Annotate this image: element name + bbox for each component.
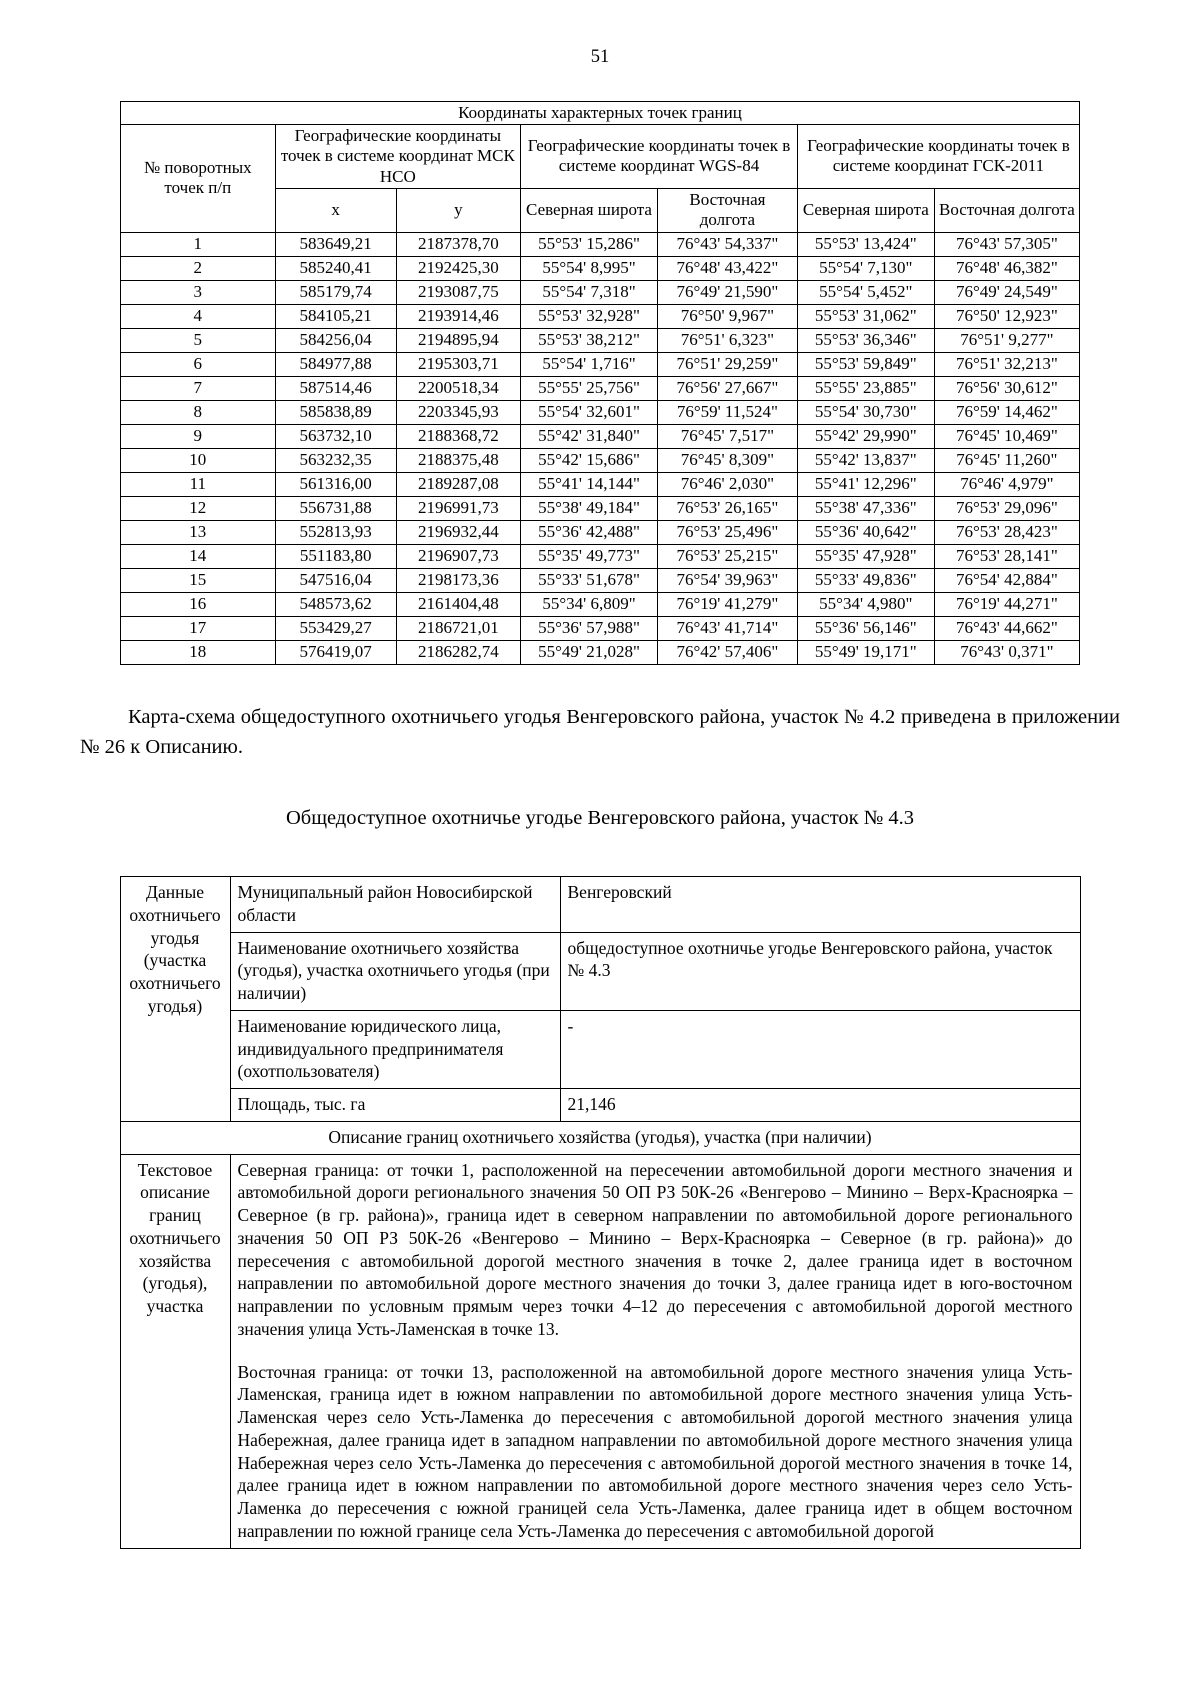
- hunting-ground-info-table: [120, 876, 1081, 1549]
- cell-msk-y: 2189287,08: [396, 472, 520, 496]
- cell-msk-x: 585179,74: [275, 280, 396, 304]
- cell-msk-y: 2188368,72: [396, 424, 520, 448]
- cell-msk-x: 584977,88: [275, 352, 396, 376]
- table-row: [120, 877, 1080, 933]
- cell-gsk-longitude: 76°45' 11,260": [934, 448, 1079, 472]
- coordinates-table-head: [121, 101, 1080, 232]
- cell-point-number: 14: [121, 544, 276, 568]
- table-row: [121, 544, 1080, 568]
- cell-msk-y: 2186721,01: [396, 616, 520, 640]
- description-section-header: Описание границ охотничьего хозяйства (угодья), участка (при наличии): [120, 1121, 1080, 1154]
- cell-msk-y: 2193087,75: [396, 280, 520, 304]
- cell-point-number: 13: [121, 520, 276, 544]
- cell-wgs-longitude: 76°59' 11,524": [657, 400, 797, 424]
- cell-gsk-latitude: 55°42' 13,837": [797, 448, 934, 472]
- cell-msk-y: 2196991,73: [396, 496, 520, 520]
- cell-wgs-longitude: 76°53' 25,215": [657, 544, 797, 568]
- cell-wgs-longitude: 76°50' 9,967": [657, 304, 797, 328]
- cell-msk-y: 2187378,70: [396, 232, 520, 256]
- cell-point-number: 2: [121, 256, 276, 280]
- cell-wgs-latitude: 55°54' 1,716": [521, 352, 658, 376]
- cell-gsk-longitude: 76°43' 44,662": [934, 616, 1079, 640]
- field-value-legal-entity: -: [560, 1010, 1080, 1088]
- column-group-msk: Географические координаты точек в системе координат МСК НСО: [275, 124, 520, 188]
- cell-gsk-longitude: 76°49' 24,549": [934, 280, 1079, 304]
- table-row: [121, 520, 1080, 544]
- cell-wgs-longitude: 76°43' 41,714": [657, 616, 797, 640]
- cell-wgs-latitude: 55°54' 32,601": [521, 400, 658, 424]
- column-header-x: x: [275, 189, 396, 233]
- boundary-paragraph-east: Восточная граница: от точки 13, расположенной на автомобильной дороге местного значения улица Усть-Ламенская, граница идет в южном направлении по автомобильной дороге местного значения улица Усть-Ламенская через село Усть-Ламенка до пересечения с автомобильной дорогой местного значения улица Набережная, далее граница идет в западном направлении по автомобильной дороге местного значения улица Набережная через село Усть-Ламенка до пересечения с автомобильной дорогой местного значения в точке 14, далее граница идет в южном направлении по автомобильной дороге местного значения через село Усть-Ламенка до пересечения с южной границей села Усть-Ламенка, далее граница идет в общем восточном направлении по южной границе села Усть-Ламенка до пересечения с автомобильной дорогой: [237, 1361, 1073, 1541]
- cell-gsk-latitude: 55°54' 30,730": [797, 400, 934, 424]
- cell-point-number: 8: [121, 400, 276, 424]
- cell-gsk-longitude: 76°53' 29,096": [934, 496, 1079, 520]
- cell-gsk-longitude: 76°56' 30,612": [934, 376, 1079, 400]
- cell-point-number: 4: [121, 304, 276, 328]
- cell-gsk-longitude: 76°54' 42,884": [934, 568, 1079, 592]
- cell-gsk-longitude: 76°51' 9,277": [934, 328, 1079, 352]
- side-label-data: Данные охотничьего угодья (участка охотничьего угодья): [120, 877, 230, 1122]
- column-header-wgs-latitude: Северная широта: [521, 189, 658, 233]
- cell-gsk-latitude: 55°41' 12,296": [797, 472, 934, 496]
- cell-gsk-latitude: 55°53' 59,849": [797, 352, 934, 376]
- cell-msk-y: 2188375,48: [396, 448, 520, 472]
- cell-msk-x: 548573,62: [275, 592, 396, 616]
- field-value-ground-name: общедоступное охотничье угодье Венгеровского района, участок № 4.3: [560, 932, 1080, 1010]
- table-row: [120, 1121, 1080, 1154]
- field-label-legal-entity: Наименование юридического лица, индивидуального предпринимателя (охотпользователя): [230, 1010, 560, 1088]
- table-row: [121, 568, 1080, 592]
- cell-msk-x: 584105,21: [275, 304, 396, 328]
- cell-point-number: 17: [121, 616, 276, 640]
- cell-wgs-longitude: 76°51' 29,259": [657, 352, 797, 376]
- field-label-area: Площадь, тыс. га: [230, 1089, 560, 1122]
- cell-gsk-latitude: 55°33' 49,836": [797, 568, 934, 592]
- cell-point-number: 15: [121, 568, 276, 592]
- cell-wgs-longitude: 76°48' 43,422": [657, 256, 797, 280]
- column-header-wgs-longitude: Восточная долгота: [657, 189, 797, 233]
- cell-wgs-longitude: 76°45' 8,309": [657, 448, 797, 472]
- coordinates-table-body: [121, 232, 1080, 664]
- field-value-municipal-district: Венгеровский: [560, 877, 1080, 933]
- cell-point-number: 12: [121, 496, 276, 520]
- cell-point-number: 10: [121, 448, 276, 472]
- cell-msk-y: 2161404,48: [396, 592, 520, 616]
- cell-gsk-latitude: 55°36' 40,642": [797, 520, 934, 544]
- map-reference-paragraph: Карта-схема общедоступного охотничьего угодья Венгеровского района, участок № 4.2 приведена в приложении № 26 к Описанию.: [80, 705, 1120, 758]
- cell-wgs-latitude: 55°49' 21,028": [521, 640, 658, 664]
- cell-point-number: 1: [121, 232, 276, 256]
- cell-gsk-latitude: 55°54' 5,452": [797, 280, 934, 304]
- table-row: [121, 304, 1080, 328]
- cell-point-number: 11: [121, 472, 276, 496]
- field-label-municipal-district: Муниципальный район Новосибирской области: [230, 877, 560, 933]
- cell-wgs-latitude: 55°36' 42,488": [521, 520, 658, 544]
- cell-wgs-longitude: 76°43' 54,337": [657, 232, 797, 256]
- cell-gsk-longitude: 76°43' 0,371": [934, 640, 1079, 664]
- cell-wgs-latitude: 55°53' 38,212": [521, 328, 658, 352]
- cell-msk-y: 2192425,30: [396, 256, 520, 280]
- cell-wgs-longitude: 76°53' 26,165": [657, 496, 797, 520]
- cell-gsk-longitude: 76°53' 28,141": [934, 544, 1079, 568]
- cell-gsk-longitude: 76°50' 12,923": [934, 304, 1079, 328]
- coordinates-table: [120, 101, 1080, 665]
- cell-msk-y: 2203345,93: [396, 400, 520, 424]
- table-row: [121, 592, 1080, 616]
- cell-wgs-latitude: 55°53' 32,928": [521, 304, 658, 328]
- cell-point-number: 18: [121, 640, 276, 664]
- cell-point-number: 16: [121, 592, 276, 616]
- cell-point-number: 6: [121, 352, 276, 376]
- cell-msk-x: 563232,35: [275, 448, 396, 472]
- table-row: [121, 232, 1080, 256]
- boundary-description-text: [230, 1154, 1080, 1548]
- cell-wgs-latitude: 55°54' 8,995": [521, 256, 658, 280]
- cell-msk-y: 2196932,44: [396, 520, 520, 544]
- table-row: [121, 640, 1080, 664]
- cell-msk-y: 2200518,34: [396, 376, 520, 400]
- cell-msk-y: 2198173,36: [396, 568, 520, 592]
- cell-wgs-latitude: 55°34' 6,809": [521, 592, 658, 616]
- coordinates-table-title: Координаты характерных точек границ: [121, 101, 1080, 124]
- cell-msk-y: 2194895,94: [396, 328, 520, 352]
- cell-point-number: 5: [121, 328, 276, 352]
- cell-gsk-latitude: 55°53' 13,424": [797, 232, 934, 256]
- cell-wgs-longitude: 76°56' 27,667": [657, 376, 797, 400]
- cell-gsk-longitude: 76°48' 46,382": [934, 256, 1079, 280]
- table-row: [121, 256, 1080, 280]
- cell-wgs-latitude: 55°35' 49,773": [521, 544, 658, 568]
- cell-wgs-latitude: 55°54' 7,318": [521, 280, 658, 304]
- cell-msk-x: 583649,21: [275, 232, 396, 256]
- cell-wgs-longitude: 76°42' 57,406": [657, 640, 797, 664]
- cell-msk-x: 585838,89: [275, 400, 396, 424]
- hunting-ground-info-body: [120, 877, 1080, 1549]
- cell-msk-y: 2196907,73: [396, 544, 520, 568]
- table-row: [121, 616, 1080, 640]
- table-row: [121, 352, 1080, 376]
- cell-gsk-longitude: 76°45' 10,469": [934, 424, 1079, 448]
- field-value-area: 21,146: [560, 1089, 1080, 1122]
- table-row: [121, 376, 1080, 400]
- cell-msk-y: 2186282,74: [396, 640, 520, 664]
- table-row: [121, 424, 1080, 448]
- cell-wgs-latitude: 55°42' 15,686": [521, 448, 658, 472]
- cell-msk-x: 585240,41: [275, 256, 396, 280]
- cell-wgs-longitude: 76°45' 7,517": [657, 424, 797, 448]
- table-row: [121, 328, 1080, 352]
- column-header-y: y: [396, 189, 520, 233]
- column-header-gsk-latitude: Северная широта: [797, 189, 934, 233]
- cell-msk-x: 563732,10: [275, 424, 396, 448]
- table-title-row: [121, 101, 1080, 124]
- cell-gsk-latitude: 55°34' 4,980": [797, 592, 934, 616]
- cell-wgs-longitude: 76°19' 41,279": [657, 592, 797, 616]
- table-row: [120, 932, 1080, 1010]
- table-row: [121, 400, 1080, 424]
- cell-msk-x: 556731,88: [275, 496, 396, 520]
- cell-msk-x: 552813,93: [275, 520, 396, 544]
- cell-msk-y: 2195303,71: [396, 352, 520, 376]
- page-number: 51: [590, 47, 610, 67]
- cell-gsk-latitude: 55°53' 36,346": [797, 328, 934, 352]
- cell-gsk-longitude: 76°43' 57,305": [934, 232, 1079, 256]
- cell-gsk-longitude: 76°51' 32,213": [934, 352, 1079, 376]
- cell-wgs-longitude: 76°53' 25,496": [657, 520, 797, 544]
- cell-msk-x: 547516,04: [275, 568, 396, 592]
- cell-wgs-longitude: 76°51' 6,323": [657, 328, 797, 352]
- side-label-description: Текстовое описание границ охотничьего хозяйства (угодья), участка: [120, 1154, 230, 1548]
- section-heading: Общедоступное охотничье угодье Венгеровского района, участок № 4.3: [285, 807, 915, 830]
- cell-gsk-latitude: 55°42' 29,990": [797, 424, 934, 448]
- cell-msk-x: 576419,07: [275, 640, 396, 664]
- cell-gsk-latitude: 55°49' 19,171": [797, 640, 934, 664]
- table-row: [121, 280, 1080, 304]
- cell-msk-y: 2193914,46: [396, 304, 520, 328]
- column-header-point-number: № поворотных точек п/п: [121, 124, 276, 232]
- table-row: [120, 1010, 1080, 1088]
- cell-wgs-latitude: 55°53' 15,286": [521, 232, 658, 256]
- cell-wgs-latitude: 55°36' 57,988": [521, 616, 658, 640]
- cell-wgs-latitude: 55°33' 51,678": [521, 568, 658, 592]
- table-group-header-row: [121, 124, 1080, 188]
- field-label-ground-name: Наименование охотничьего хозяйства (угодья), участка охотничьего угодья (при наличии): [230, 932, 560, 1010]
- column-group-gsk2011: Географические координаты точек в системе координат ГСК-2011: [797, 124, 1079, 188]
- cell-point-number: 7: [121, 376, 276, 400]
- cell-gsk-latitude: 55°54' 7,130": [797, 256, 934, 280]
- cell-wgs-latitude: 55°38' 49,184": [521, 496, 658, 520]
- table-row: [120, 1089, 1080, 1122]
- column-header-gsk-longitude: Восточная долгота: [934, 189, 1079, 233]
- cell-point-number: 9: [121, 424, 276, 448]
- cell-wgs-latitude: 55°42' 31,840": [521, 424, 658, 448]
- cell-gsk-latitude: 55°55' 23,885": [797, 376, 934, 400]
- table-row: [121, 448, 1080, 472]
- cell-msk-x: 551183,80: [275, 544, 396, 568]
- cell-msk-x: 584256,04: [275, 328, 396, 352]
- cell-gsk-longitude: 76°46' 4,979": [934, 472, 1079, 496]
- table-row: [120, 1154, 1080, 1548]
- cell-wgs-longitude: 76°54' 39,963": [657, 568, 797, 592]
- cell-gsk-latitude: 55°38' 47,336": [797, 496, 934, 520]
- cell-gsk-longitude: 76°59' 14,462": [934, 400, 1079, 424]
- table-row: [121, 472, 1080, 496]
- column-group-wgs84: Географические координаты точек в системе координат WGS-84: [521, 124, 798, 188]
- cell-gsk-latitude: 55°53' 31,062": [797, 304, 934, 328]
- cell-msk-x: 553429,27: [275, 616, 396, 640]
- cell-wgs-longitude: 76°49' 21,590": [657, 280, 797, 304]
- cell-gsk-latitude: 55°35' 47,928": [797, 544, 934, 568]
- cell-wgs-latitude: 55°41' 14,144": [521, 472, 658, 496]
- cell-msk-x: 561316,00: [275, 472, 396, 496]
- boundary-paragraph-north: Северная граница: от точки 1, расположенной на пересечении автомобильной дороги местного значения и автомобильной дороги регионального значения 50 ОП РЗ 50К-26 «Венгерово – Минино – Верх-Красноярка – Северное (в гр. района)», граница идет в северном направлении по автомобильной дороге регионального значения 50 ОП РЗ 50К-26 «Венгерово – Минино – Верх-Красноярка – Северное (в гр. района)» до пересечения с автомобильной дорогой местного значения в точке 2, далее граница идет в восточном направлении по автомобильной дороге местного значения до точки 3, далее граница идет в юго-восточном направлении по условным прямым через точки 4–12 до пересечения с автомобильной дорогой местного значения улица Усть-Ламенская в точке 13.: [237, 1159, 1073, 1339]
- cell-gsk-longitude: 76°19' 44,271": [934, 592, 1079, 616]
- cell-point-number: 3: [121, 280, 276, 304]
- table-row: [121, 496, 1080, 520]
- cell-msk-x: 587514,46: [275, 376, 396, 400]
- cell-wgs-longitude: 76°46' 2,030": [657, 472, 797, 496]
- cell-gsk-longitude: 76°53' 28,423": [934, 520, 1079, 544]
- cell-gsk-latitude: 55°36' 56,146": [797, 616, 934, 640]
- cell-wgs-latitude: 55°55' 25,756": [521, 376, 658, 400]
